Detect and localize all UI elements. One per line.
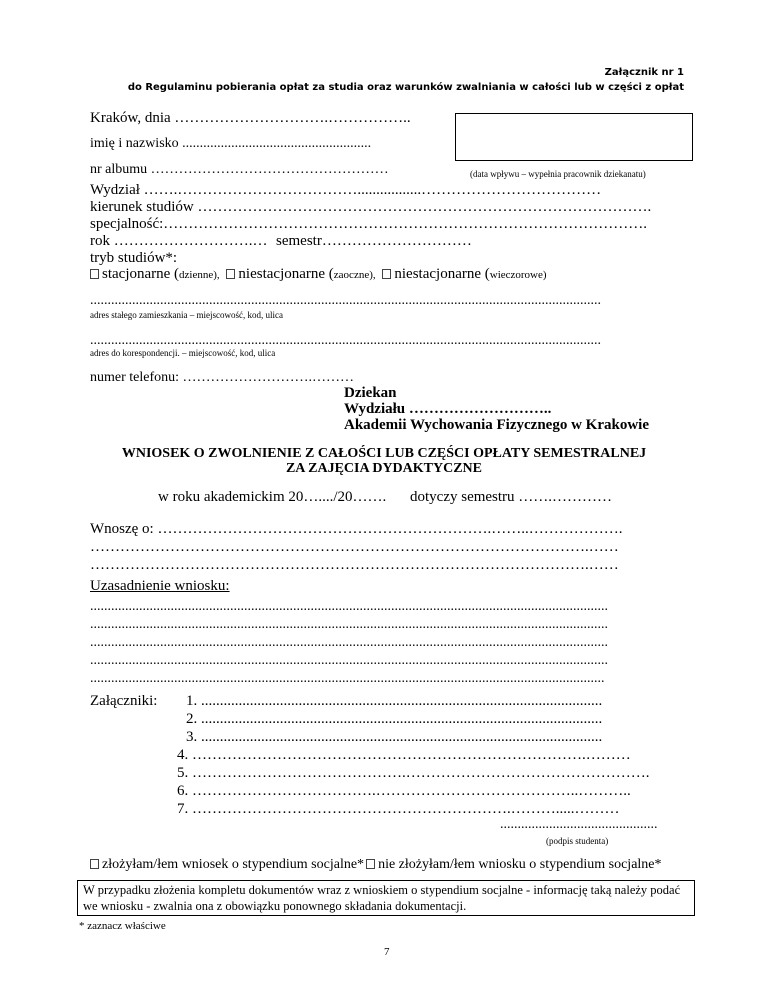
checkbox-evening[interactable] <box>382 269 391 279</box>
study-mode-options: stacjonarne (dzienne), niestacjonarne (zaoczne), niestacjonarne (wieczorowe) <box>90 266 547 283</box>
addressee-academy: Akademii Wychowania Fizycznego w Krakowie <box>344 417 649 433</box>
checkbox-extramural[interactable] <box>226 269 235 279</box>
name-field[interactable]: imię i nazwisko ...................................................... <box>90 136 372 151</box>
attachments-label: Załączniki: <box>90 693 158 709</box>
semester-field[interactable]: semestr………………………… <box>276 233 472 249</box>
field-of-study-field[interactable]: kierunek studiów ………………………………………………………………………………. <box>90 199 652 215</box>
regulation-reference: do Regulaminu pobierania opłat za studia oraz warunków zwalniania w całości lub w części z opłat <box>127 82 684 93</box>
study-mode-label: tryb studiów*: <box>90 250 178 266</box>
signature-line[interactable]: ............................................. <box>500 817 658 832</box>
request-line-1[interactable]: Wnoszę o: ………………………………………………………….……..………………. <box>90 521 623 537</box>
justification-label: Uzasadnienie wniosku: <box>90 578 230 594</box>
footnote: * zaznacz właściwe <box>79 920 166 932</box>
academic-year-field[interactable]: w roku akademickim 20…..../20……. <box>158 489 387 505</box>
attachment-number: Załącznik nr 1 <box>604 67 684 78</box>
attachment-item[interactable]: 1. ........................................................................................................... <box>186 693 603 709</box>
specialization-field[interactable]: specjalność:……………………………………………………………………………………. <box>90 216 648 232</box>
justification-line[interactable]: .................................................................................................................................................... <box>90 599 608 614</box>
correspondence-address-field[interactable]: .................................................................................................................................................. <box>90 333 601 348</box>
attachment-item[interactable]: 2. ........................................................................................................... <box>186 711 603 727</box>
justification-line[interactable]: .................................................................................................................................................... <box>90 635 608 650</box>
document-title-line2: ZA ZAJĘCIA DYDAKTYCZNE <box>285 461 483 476</box>
scholarship-options: złożyłam/łem wniosek o stypendium socjalne* nie złożyłam/łem wniosku o stypendium socjalne* <box>90 857 662 873</box>
addressee-dean: Dziekan <box>344 385 397 401</box>
info-note-box: W przypadku złożenia kompletu dokumentów wraz z wnioskiem o stypendium socjalne - informację taką należy podać we wniosku - zwalnia ona z obowiązku ponownego składania dokumentacji. <box>77 880 695 916</box>
album-number-field[interactable]: nr albumu …………………………………………… <box>90 162 389 177</box>
justification-line[interactable]: ................................................................................................................................................... <box>90 671 605 686</box>
faculty-field[interactable]: Wydział …….……………………………….................……………………………… <box>90 182 602 198</box>
attachment-item[interactable]: 3. ........................................................................................................... <box>186 729 603 745</box>
permanent-address-caption: adres stałego zamieszkania – miejscowość, kod, ulica <box>90 310 283 320</box>
attachment-item[interactable]: 7. ……………………………………………………….……….....……… <box>177 801 620 817</box>
justification-line[interactable]: .................................................................................................................................................... <box>90 617 608 632</box>
receipt-date-box[interactable] <box>455 113 693 161</box>
attachment-item[interactable]: 4. …………………………………………………………………….……… <box>177 747 631 763</box>
page-number: 7 <box>384 946 390 958</box>
document-title: WNIOSEK O ZWOLNIENIE Z CAŁOŚCI LUB CZĘŚCI OPŁATY SEMESTRALNEJ <box>121 446 647 461</box>
signature-caption: (podpis studenta) <box>546 836 609 846</box>
checkbox-scholarship-submitted[interactable] <box>90 859 99 869</box>
permanent-address-field[interactable]: .................................................................................................................................................. <box>90 293 601 308</box>
phone-field[interactable]: numer telefonu: ……………………….……… <box>90 370 355 385</box>
semester-concerns-field[interactable]: dotyczy semestru …….………… <box>410 489 613 505</box>
checkbox-full-time[interactable] <box>90 269 99 279</box>
checkbox-scholarship-not-submitted[interactable] <box>366 859 375 869</box>
correspondence-address-caption: adres do korespondencji. – miejscowość, kod, ulica <box>90 348 276 358</box>
receipt-date-caption: (data wpływu – wypełnia pracownik dziekanatu) <box>470 169 646 179</box>
year-field[interactable]: rok ……………………….… <box>90 233 268 249</box>
request-line-2[interactable]: ……………………………………………………………………………………….…… <box>90 539 619 555</box>
justification-line[interactable]: .................................................................................................................................................... <box>90 653 608 668</box>
request-line-3[interactable]: ……………………………………………………………………………………….…… <box>90 557 619 573</box>
addressee-faculty[interactable]: Wydziału ……………………….. <box>344 401 552 417</box>
attachment-item[interactable]: 5. …………………………………….…………………………………………. <box>177 765 650 781</box>
attachment-item[interactable]: 6. ……………………………….…………………………………..……….. <box>177 783 631 799</box>
place-date-field[interactable]: Kraków, dnia ………………………….…………….. <box>90 110 411 126</box>
